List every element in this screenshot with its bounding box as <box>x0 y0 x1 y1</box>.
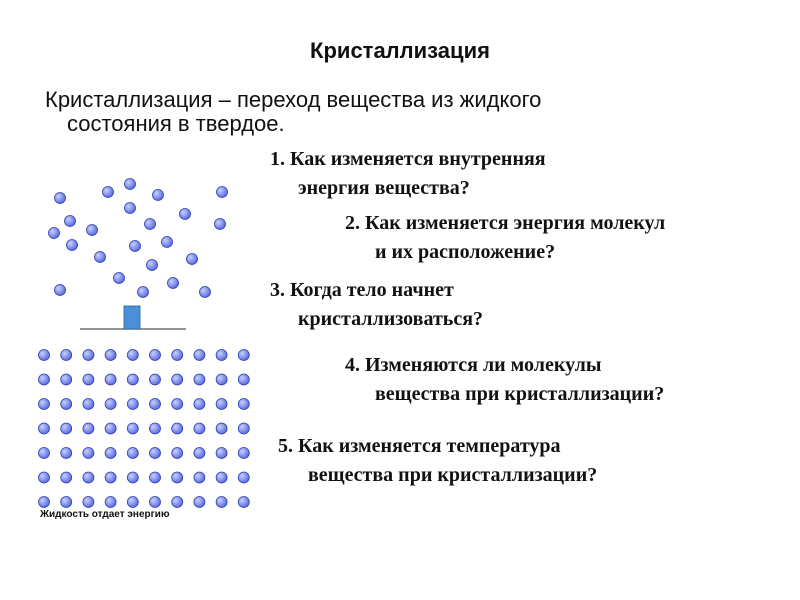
question-5 <box>278 432 597 490</box>
crystal-molecule <box>105 497 116 508</box>
crystal-molecule <box>172 374 183 385</box>
crystal-molecule <box>83 448 94 459</box>
crystal-molecule <box>150 423 161 434</box>
liquid-molecule <box>147 260 158 271</box>
crystal-molecule <box>216 472 227 483</box>
crystal-molecule <box>194 497 205 508</box>
crystal-molecule <box>61 374 72 385</box>
crystal-molecule <box>194 423 205 434</box>
question-4 <box>345 351 664 409</box>
crystal-molecule <box>238 497 249 508</box>
crystal-molecule <box>127 374 138 385</box>
liquid-molecule <box>95 252 106 263</box>
liquid-molecule <box>162 237 173 248</box>
diagram-caption: Жидкость отдает энергию <box>40 509 170 520</box>
crystal-molecule <box>61 423 72 434</box>
crystal-molecule <box>61 472 72 483</box>
definition-line-2: состояния в твердое. <box>67 111 285 136</box>
crystal-molecule <box>216 497 227 508</box>
crystal-molecule <box>216 423 227 434</box>
crystal-molecule <box>238 350 249 361</box>
crystal-molecule <box>150 497 161 508</box>
crystal-molecule <box>105 374 116 385</box>
flow-column <box>124 306 140 329</box>
question-5-line-1: 5. Как изменяется температура <box>278 435 561 457</box>
crystal-molecule <box>127 448 138 459</box>
liquid-molecule <box>130 241 141 252</box>
liquid-molecule <box>153 190 164 201</box>
crystal-molecule <box>39 374 50 385</box>
crystal-molecule <box>105 472 116 483</box>
crystal-molecule <box>127 350 138 361</box>
liquid-molecule <box>114 273 125 284</box>
question-1-line-1: 1. Как изменяется внутренняя <box>270 148 546 170</box>
crystal-molecule <box>39 423 50 434</box>
crystal-molecule <box>83 472 94 483</box>
liquid-molecule <box>145 219 156 230</box>
liquid-molecule <box>125 179 136 190</box>
slide-title: Кристаллизация <box>310 38 490 63</box>
question-2 <box>345 209 665 267</box>
definition-line-1: Кристаллизация – переход вещества из жидкого <box>45 87 542 112</box>
crystal-molecule <box>83 423 94 434</box>
liquid-molecule <box>49 228 60 239</box>
crystal-molecule <box>150 448 161 459</box>
crystal-molecule <box>127 399 138 410</box>
liquid-molecule <box>67 240 78 251</box>
crystal-molecule <box>61 399 72 410</box>
liquid-molecules <box>49 179 228 298</box>
liquid-molecule <box>200 287 211 298</box>
crystal-molecule <box>83 399 94 410</box>
crystal-molecule <box>105 350 116 361</box>
question-2-line-1: 2. Как изменяется энергия молекул <box>345 212 666 234</box>
crystal-molecule <box>172 350 183 361</box>
crystal-molecule <box>238 472 249 483</box>
crystal-molecule <box>216 374 227 385</box>
liquid-molecule <box>168 278 179 289</box>
crystal-molecule <box>238 374 249 385</box>
crystal-molecule <box>172 472 183 483</box>
crystal-molecule <box>216 350 227 361</box>
liquid-molecule <box>138 287 149 298</box>
crystal-molecule <box>39 497 50 508</box>
crystal-molecule <box>172 448 183 459</box>
crystal-molecule <box>105 448 116 459</box>
crystal-molecule <box>61 448 72 459</box>
liquid-molecule <box>180 209 191 220</box>
question-4-line-1: 4. Изменяются ли молекулы <box>345 354 602 376</box>
crystal-molecule <box>127 423 138 434</box>
crystal-molecule <box>39 472 50 483</box>
crystal-molecule <box>238 448 249 459</box>
crystal-molecule <box>105 399 116 410</box>
crystal-molecule <box>83 374 94 385</box>
crystal-molecule <box>194 374 205 385</box>
question-3 <box>270 276 483 334</box>
crystal-molecule <box>83 497 94 508</box>
crystal-molecule <box>216 448 227 459</box>
liquid-molecule <box>187 254 198 265</box>
question-2-line-2: и их расположение? <box>375 241 556 263</box>
crystal-molecule <box>238 399 249 410</box>
crystal-molecule <box>105 423 116 434</box>
question-3-line-1: 3. Когда тело начнет <box>270 279 454 301</box>
liquid-molecule <box>65 216 76 227</box>
crystal-molecule <box>150 399 161 410</box>
liquid-molecule <box>103 187 114 198</box>
crystal-molecule <box>61 497 72 508</box>
crystal-molecule <box>127 497 138 508</box>
crystal-molecule <box>61 350 72 361</box>
crystal-molecule <box>172 423 183 434</box>
question-1 <box>270 145 546 203</box>
crystal-molecule <box>150 350 161 361</box>
liquid-molecule <box>217 187 228 198</box>
crystal-molecule <box>194 472 205 483</box>
question-4-line-2: вещества при кристаллизации? <box>375 383 665 405</box>
crystal-molecule <box>83 350 94 361</box>
liquid-molecule <box>55 285 66 296</box>
crystal-molecule <box>127 472 138 483</box>
crystal-molecule <box>216 399 227 410</box>
liquid-molecule <box>125 203 136 214</box>
crystal-molecule <box>194 448 205 459</box>
crystal-molecule <box>39 350 50 361</box>
liquid-molecule <box>55 193 66 204</box>
crystal-molecule <box>238 423 249 434</box>
solid-crystal-lattice <box>39 350 250 508</box>
energy-flow-arrow <box>80 306 186 329</box>
crystal-molecule <box>150 472 161 483</box>
crystal-molecule <box>150 374 161 385</box>
question-5-line-2: вещества при кристаллизации? <box>308 464 598 486</box>
liquid-molecule <box>87 225 98 236</box>
liquid-molecule <box>215 219 226 230</box>
crystal-molecule <box>172 497 183 508</box>
crystal-molecule <box>194 350 205 361</box>
question-3-line-2: кристаллизоваться? <box>298 308 484 330</box>
question-1-line-2: энергия вещества? <box>298 177 470 199</box>
crystal-molecule <box>39 399 50 410</box>
crystal-molecule <box>39 448 50 459</box>
crystal-molecule <box>172 399 183 410</box>
crystal-molecule <box>194 399 205 410</box>
